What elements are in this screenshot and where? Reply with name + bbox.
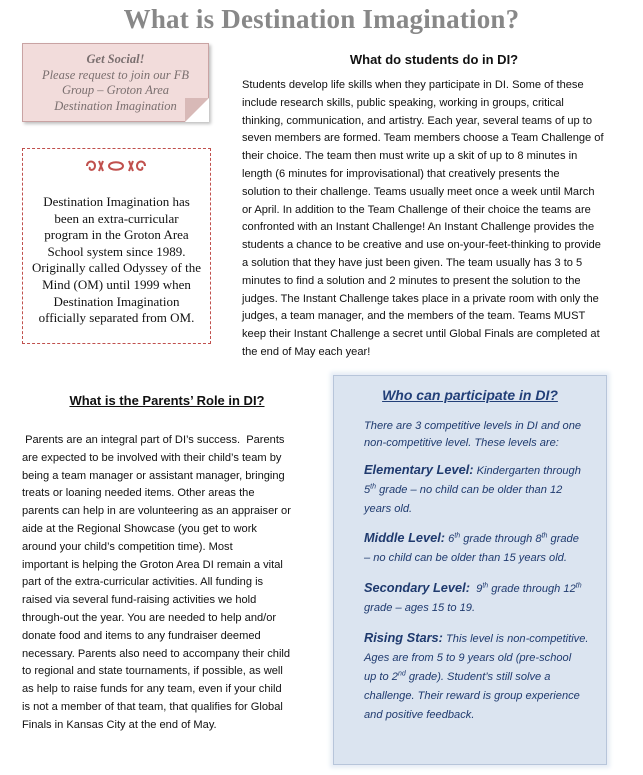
- elementary-name: Elementary Level:: [364, 462, 474, 477]
- page-title: What is Destination Imagination?: [123, 4, 520, 34]
- students-line: the end of May each year!: [242, 345, 371, 358]
- parents-line: are expected to be involved with their child’s team by: [22, 451, 282, 464]
- middle-level: [364, 528, 600, 568]
- students-line: judges, a team manager, and the members of the team. Teams MUST: [242, 310, 586, 323]
- students-line: keep their Instant Challenge a secret until Global Finals are completed at: [242, 328, 600, 341]
- history-line: program in the Groton Area: [44, 227, 189, 243]
- students-line: judges. The Instant Challenge takes place in a private room with only the: [242, 292, 599, 305]
- get-social-line: Group – Groton Area: [61, 83, 170, 97]
- rising-stars-text: This level is non-competitive.: [446, 633, 589, 645]
- get-social-line: Please request to join our FB: [41, 67, 190, 82]
- elementary-text: grade – no child can be older than 12: [376, 484, 563, 496]
- parents-line: as help to raise funds for any team, even if your child: [22, 683, 282, 696]
- parents-line: being a team manager or assistant manager, bringing: [22, 469, 285, 482]
- parents-line: raised via several fund-raising activities we hold: [22, 594, 257, 607]
- history-line: School system since 1989.: [47, 243, 186, 259]
- students-line: their choice. The team then must write up a skit of up to 8 minutes in: [242, 150, 578, 163]
- rising-stars-level: [364, 628, 600, 725]
- students-line: length (6 minutes for improvisational) that creatively presents the: [242, 167, 560, 180]
- history-text: [31, 194, 202, 327]
- middle-name: Middle Level:: [364, 530, 446, 545]
- rising-stars-name: Rising Stars:: [364, 630, 443, 645]
- students-line: Students develop life skills when they participate in DI. Some of these: [242, 79, 584, 91]
- students-line: seven members are formed. Team members choose a Team Challenge of: [242, 132, 604, 145]
- parents-line: to regional and state tournaments, if possible, as well: [22, 665, 283, 678]
- students-line: minutes to find a solution and 2 minutes to present the solution to the: [242, 274, 581, 287]
- students-paragraph: [242, 77, 632, 362]
- parents-line: around your child’s competition time). Most: [22, 540, 233, 553]
- students-line: a solution that they have just been given. The team usually has 3 to 5: [242, 256, 583, 269]
- students-line: include research skills, public speaking, working in groups, critical: [242, 96, 564, 109]
- rising-stars-text: Ages are from 5 to 9 years old (pre-school: [364, 652, 572, 664]
- folded-corner: [185, 98, 209, 122]
- secondary-level: [364, 578, 600, 618]
- students-line: solution to their challenge. Teams usually meet once a week until March: [242, 185, 595, 198]
- parents-heading: What is the Parents’ Role in DI?: [69, 393, 265, 408]
- history-line: officially separated from OM.: [38, 310, 195, 326]
- get-social-heading: Get Social!: [86, 52, 145, 66]
- secondary-grade-suffix: th: [482, 582, 489, 590]
- history-line: Destination Imagination: [53, 293, 180, 309]
- who-heading: Who can participate in DI?: [382, 387, 558, 403]
- secondary-name: Secondary Level:: [364, 580, 470, 595]
- parents-line: donate food and items to any fundraiser deemed: [22, 629, 261, 642]
- middle-grade-suffix: th: [541, 532, 548, 540]
- who-intro-line: There are 3 competitive levels in DI and one: [364, 420, 582, 432]
- parents-line: aide at the Regional Showcase (you get to work: [22, 522, 257, 535]
- ornament-icon: [83, 158, 149, 174]
- parents-line: through-out the year. You are needed to help and/or: [22, 611, 277, 624]
- parents-line: treats or loaning needed items. Other areas the: [22, 487, 255, 500]
- rising-stars-text: and positive feedback.: [364, 709, 475, 721]
- rising-stars-grade-suffix: nd: [397, 670, 406, 678]
- students-line: students a chance to be creative and use on-your-feet-thinking to provide: [242, 239, 601, 252]
- elementary-grade: 5: [364, 484, 371, 496]
- who-can-participate-box: [333, 375, 607, 765]
- middle-text: grade through 8: [460, 533, 542, 545]
- history-line: Originally called Odyssey of the: [32, 260, 201, 276]
- students-line: thinking, communication, and artistry. Each year, several teams of up to: [242, 114, 593, 127]
- students-line: or April. In addition to the Team Challenge of their choice the teams are: [242, 203, 591, 216]
- parents-line: Finals in Kansas City at the end of May.: [22, 718, 217, 731]
- parents-line: part of the extra-curricular activities. All funding is: [22, 576, 264, 589]
- middle-grade-suffix: th: [454, 532, 461, 540]
- parents-line: is not a member of that team, that qualifies for Global: [22, 700, 283, 713]
- elementary-text: years old.: [364, 503, 413, 515]
- secondary-grade: 9: [476, 583, 483, 595]
- students-heading: What do students do in DI?: [349, 52, 519, 67]
- middle-text: grade: [547, 533, 579, 545]
- who-intro: [364, 418, 600, 452]
- rising-stars-text: challenge. Their reward is group experience: [364, 690, 580, 702]
- history-line: Mind (OM) until 1999 when: [42, 276, 191, 292]
- students-line: confronted with an Instant Challenge! An Instant Challenge provides the: [242, 221, 595, 234]
- parents-line: important is helping the Groton Area DI remain a vital: [22, 558, 283, 571]
- secondary-grade-suffix: th: [575, 582, 582, 590]
- parents-line: Parents are an integral part of DI’s success. Parents: [22, 434, 285, 446]
- history-line: been an extra-curricular: [54, 210, 179, 226]
- middle-text: – no child can be older than 15 years old.: [364, 552, 567, 564]
- get-social-note: [22, 43, 209, 122]
- rising-stars-text: grade). Student’s still solve a: [405, 671, 551, 683]
- elementary-level: [364, 460, 600, 519]
- rising-stars-text: up to 2: [364, 671, 398, 683]
- elementary-text: Kindergarten through: [476, 465, 581, 477]
- parents-paragraph: [22, 432, 314, 735]
- parents-line: parents can help in are volunteering as an appraiser or: [22, 505, 291, 518]
- who-intro-line: non-competitive level. These levels are:: [364, 437, 559, 449]
- history-box: [22, 148, 211, 344]
- history-line: Destination Imagination has: [43, 194, 190, 209]
- elementary-grade-suffix: th: [370, 483, 377, 491]
- middle-grade: 6: [448, 533, 455, 545]
- parents-line: necessary. Parents also need to accompany their child: [22, 647, 291, 660]
- secondary-text: grade through 12: [488, 583, 576, 595]
- secondary-text: grade – ages 15 to 19.: [364, 602, 476, 614]
- get-social-line: Destination Imagination: [54, 98, 177, 113]
